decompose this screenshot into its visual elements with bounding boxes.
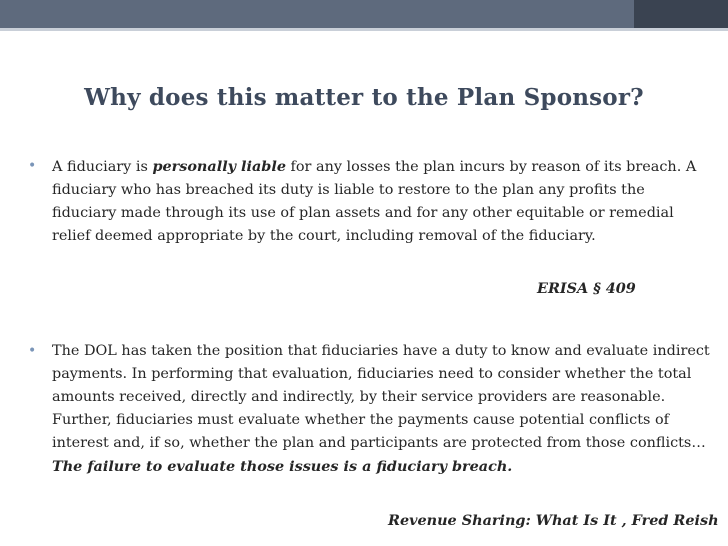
bullet-dot: • — [28, 343, 37, 359]
slide-title: Why does this matter to the Plan Sponsor? — [84, 84, 644, 111]
bullet-text-before: A fiduciary is — [52, 159, 153, 175]
bullet-item-dol — [28, 340, 712, 479]
bullet-emphasis: personally liable — [152, 158, 286, 175]
citation-revenue-sharing: Revenue Sharing: What Is It , Fred Reish — [388, 512, 719, 529]
top-bar — [0, 0, 728, 28]
bullet-dot: • — [28, 158, 37, 174]
top-bar-accent — [634, 0, 728, 28]
bullet-text: The DOL has taken the position that fiduciaries have a duty to know and evaluate indirect payments. In performing that evaluation, fiduciaries need to consider whether the total amounts received, directly and indirectly, by their service providers are reasonable. Further, fiduciaries must evaluate whether the payments cause potential conflicts of interest and, if so, whether the plan and participants are protected from those conflicts… — [52, 343, 710, 451]
citation-erisa: ERISA § 409 — [537, 280, 636, 297]
top-stripe — [0, 28, 728, 31]
bullet-emphasis: The failure to evaluate those issues is a fiduciary breach. — [52, 458, 513, 475]
bullet-text-after: for any losses the plan incurs by reason of its breach. A fiduciary who has breached its duty is liable to restore to the plan any profits the fiduciary made through its use of plan assets and for any other equitable or remedial relief deemed appropriate by the court, including removal of the fiduciary. — [52, 159, 697, 244]
bullet-item-liability — [28, 155, 712, 248]
